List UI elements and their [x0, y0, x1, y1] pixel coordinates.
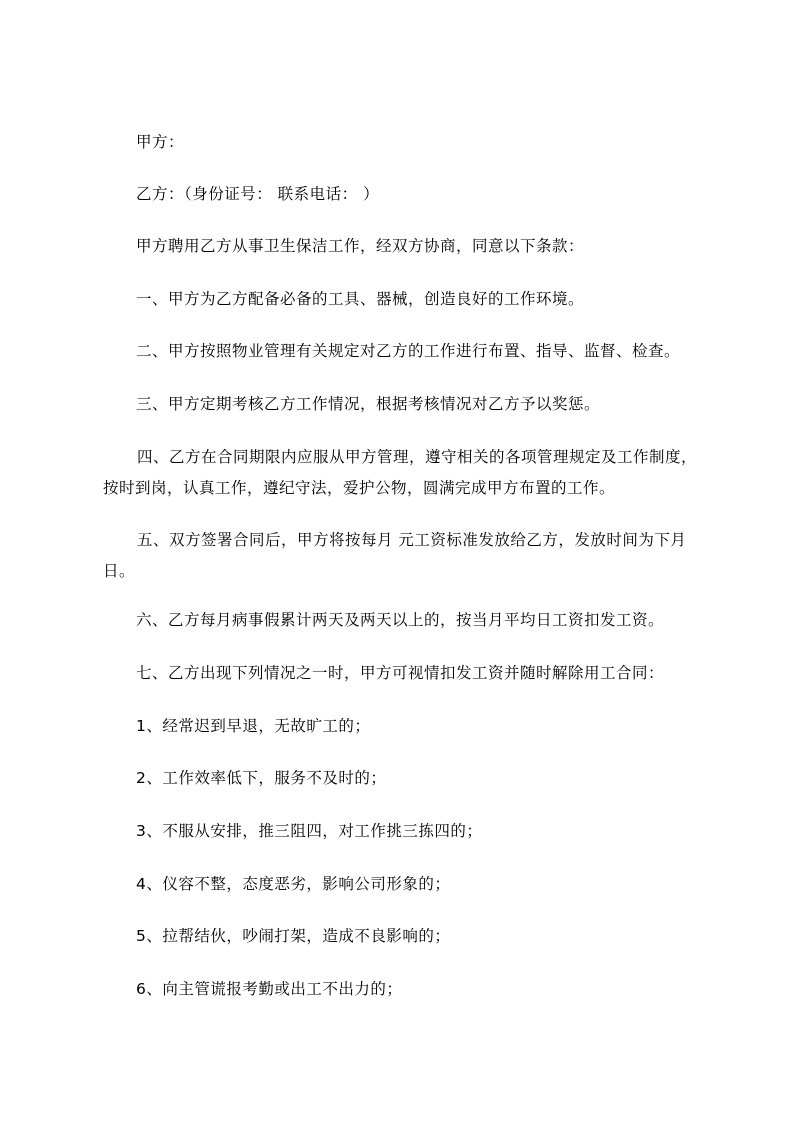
item-3: 3、不服从安排，推三阻四，对工作挑三拣四的； [136, 822, 483, 840]
clause-6: 六、乙方每月病事假累计两天及两天以上的，按当月平均日工资扣发工资。 [136, 611, 665, 629]
clause-3: 三、甲方定期考核乙方工作情况，根据考核情况对乙方予以奖惩。 [136, 395, 601, 413]
party-a-line: 甲方： [136, 133, 185, 151]
clause-1: 一、甲方为乙方配备必备的工具、器械，创造良好的工作环境。 [136, 290, 585, 308]
item-5: 5、拉帮结伙，吵闹打架，造成不良影响的； [136, 927, 451, 945]
clause-2: 二、甲方按照物业管理有关规定对乙方的工作进行布置、指导、监督、检查。 [136, 342, 681, 360]
item-6: 6、向主管谎报考勤或出工不出力的； [136, 980, 403, 998]
party-b-line: 乙方：（身份证号： 联系电话： ） [136, 185, 380, 203]
clause-7: 七、乙方出现下列情况之一时，甲方可视情扣发工资并随时解除用工合同： [136, 664, 665, 682]
intro-paragraph: 甲方聘用乙方从事卫生保洁工作，经双方协商，同意以下条款： [136, 237, 585, 255]
item-4: 4、仪容不整，态度恶劣，影响公司形象的； [136, 875, 451, 893]
clause-4: 四、乙方在合同期限内应服从甲方管理，遵守相关的各项管理规定及工作制度，按时到岗，认真工作，遵纪守法，爱护公物，圆满完成甲方布置的工作。 [103, 448, 698, 497]
item-1: 1、经常迟到早退，无故旷工的； [136, 717, 371, 735]
item-2: 2、工作效率低下，服务不及时的； [136, 769, 387, 787]
clause-5: 五、双方签署合同后，甲方将按每月 元工资标准发放给乙方，发放时间为下月 日。 [103, 531, 687, 580]
